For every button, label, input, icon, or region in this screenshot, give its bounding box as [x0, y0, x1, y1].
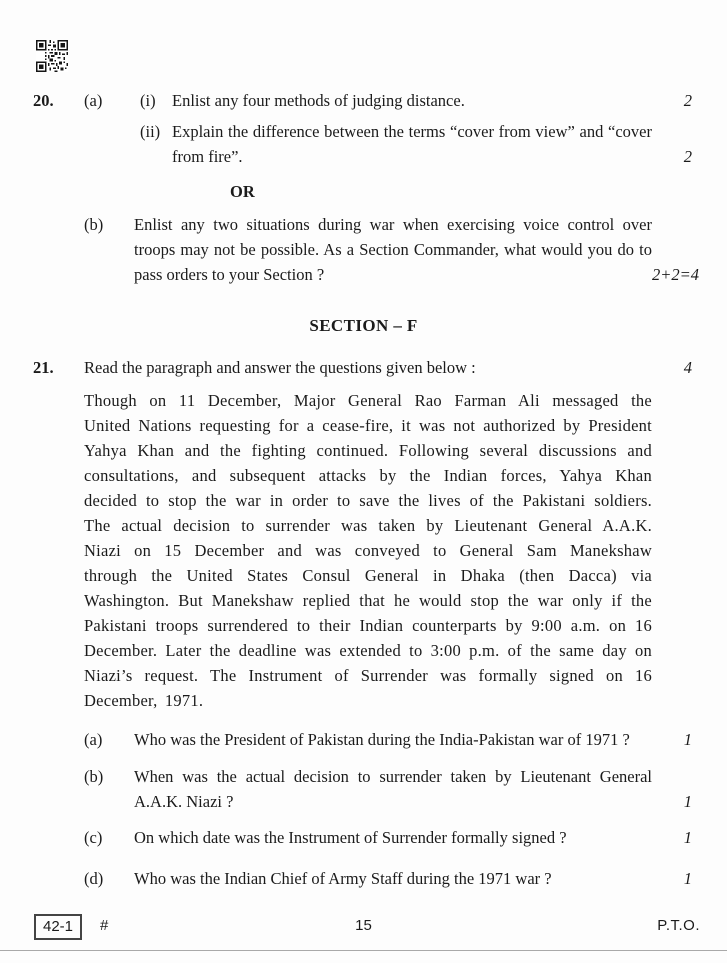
sub-c-marks: 1 — [683, 828, 692, 847]
part-b-marks: 2+2=4 — [652, 265, 700, 284]
or-separator: OR — [230, 182, 255, 201]
sub-ii-marks: 2 — [683, 147, 692, 166]
sub-a-marks: 1 — [683, 730, 692, 749]
question-21c-row — [33, 825, 692, 850]
sub-b-label: (b) — [84, 767, 104, 786]
question-21d-row — [33, 866, 692, 891]
question-21-marks: 4 — [683, 358, 692, 377]
question-20-number: 20. — [33, 91, 54, 110]
part-b-text: Enlist any two situations during war when exercising voice control over troops may not be possible. As a Section Commander, what would you do to pass orders to your Section ? — [134, 215, 652, 284]
sub-b-marks: 1 — [683, 792, 692, 811]
pto-label: P.T.O. — [657, 917, 700, 934]
part-b-label: (b) — [84, 215, 104, 234]
part-a-label: (a) — [84, 91, 103, 110]
sub-d-text: Who was the Indian Chief of Army Staff during the 1971 war ? — [134, 869, 552, 888]
question-21-number: 21. — [33, 358, 54, 377]
hash-symbol: # — [100, 917, 109, 934]
sub-i-text: Enlist any four methods of judging distance. — [172, 91, 465, 110]
sub-d-label: (d) — [84, 869, 104, 888]
sub-i-marks: 2 — [683, 91, 692, 110]
question-21-intro-row — [33, 355, 692, 380]
qr-code-icon — [36, 40, 68, 72]
question-21a-row — [33, 727, 692, 752]
question-20a-i-row — [33, 88, 692, 113]
sub-c-label: (c) — [84, 828, 103, 847]
sub-i-label: (i) — [140, 91, 156, 110]
sub-ii-label: (ii) — [140, 122, 161, 141]
sub-a-text: Who was the President of Pakistan during the India-Pakistan war of 1971 ? — [134, 730, 630, 749]
page-footer — [0, 914, 727, 942]
bottom-rule — [0, 950, 727, 951]
section-heading: SECTION – F — [309, 316, 418, 335]
paper-code-box: 42-1 — [34, 914, 82, 940]
sub-d-marks: 1 — [683, 869, 692, 888]
question-20b-row — [33, 212, 700, 287]
comprehension-paragraph: Though on 11 December, Major General Rao Farman Ali messaged the United Nations requesting for a cease-fire, it was not authorized by President Yahya Khan and the fighting continued. Following several discussions and consultations, and subsequent attacks by the Indian forces, Yahya Khan decided to stop the war in order to save the lives of the Pakistani soldiers. The actual decision to surrender was taken by Lieutenant General A.A.K. Niazi on 15 December and was conveyed to General Sam Manekshaw through the United States Consul General in Dhaka (then Dacca) via Washington. But Manekshaw replied that he would stop the war only if the Pakistani troops surrendered to their Indian counterparts by 9:00 a.m. on 16 December. Later the deadline was extended to 3:00 p.m. of the same day on Niazi’s request. The Instrument of Surrender was formally signed on 16 December, 1971. — [84, 391, 652, 710]
sub-b-text: When was the actual decision to surrender taken by Lieutenant General A.A.K. Niazi ? — [134, 767, 652, 811]
question-20a-ii-row — [33, 119, 692, 169]
question-21b-row — [33, 764, 692, 814]
sub-ii-text: Explain the difference between the terms “cover from view” and “cover from fire”. — [172, 122, 652, 166]
sub-c-text: On which date was the Instrument of Surrender formally signed ? — [134, 828, 567, 847]
sub-a-label: (a) — [84, 730, 103, 749]
page-number: 15 — [355, 917, 372, 934]
question-21-intro: Read the paragraph and answer the questions given below : — [84, 358, 476, 377]
